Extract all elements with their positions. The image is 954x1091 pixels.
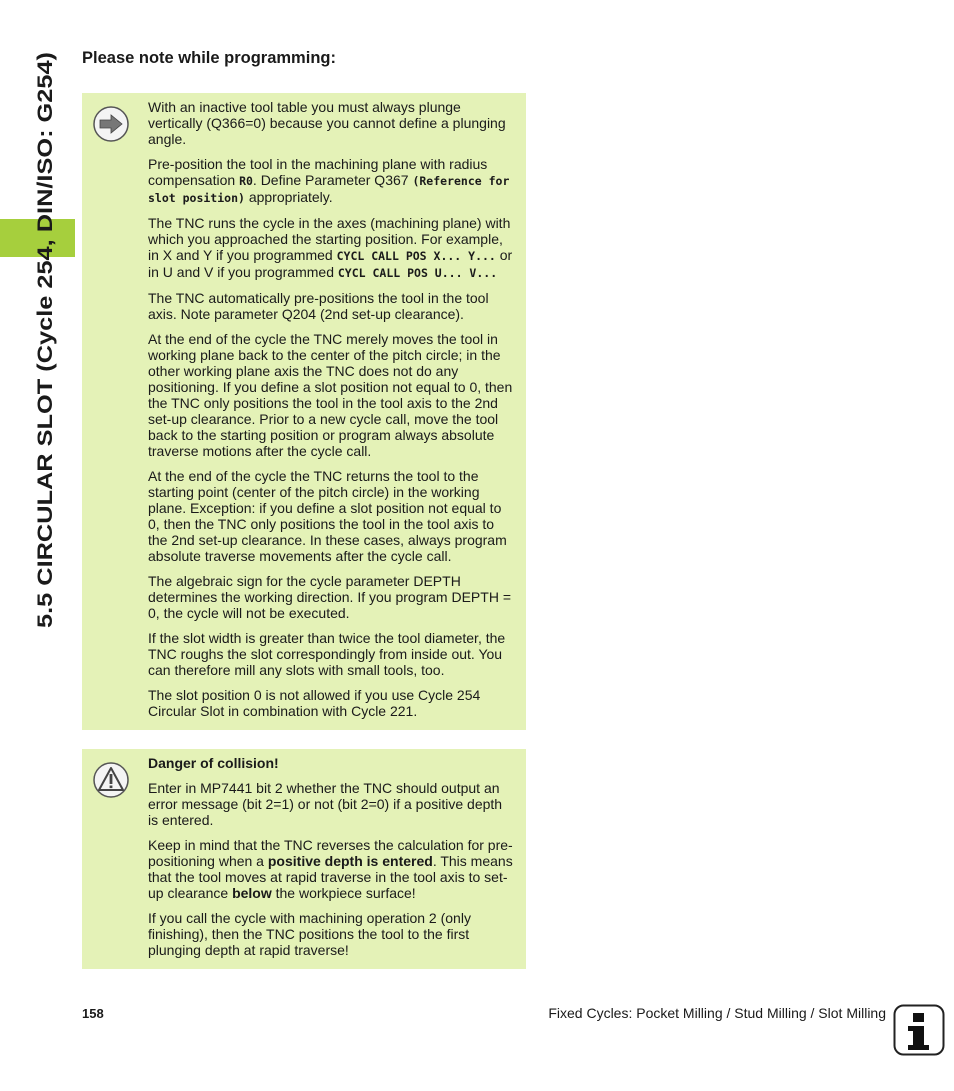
info-icon [893,1004,945,1056]
note-paragraph: The TNC runs the cycle in the axes (machining plane) with which you approached the starting position. For example, in X and Y if you programmed CYCL CALL POS X... Y... or in U and V if you programmed CYCL CALL POS U... V... [148,215,513,280]
warning-paragraph: Enter in MP7441 bit 2 whether the TNC should output an error message (bit 2=1) or not (bit 2=0) if a positive depth is entered. [148,780,503,828]
page-number: 158 [82,1006,104,1021]
warning-paragraph: Keep in mind that the TNC reverses the calculation for pre-positioning when a positive depth is entered. This means that the tool moves at rapid traverse in the tool axis to set-up clearance below the workpiece surface! [148,837,513,901]
chapter-side-title [22,50,62,630]
note-paragraph: At the end of the cycle the TNC returns the tool to the starting point (center of the pitch circle) in the working plane. Exception: if you define a slot position not equal to 0, then the TNC only positions the tool in the tool axis to the 2nd set-up clearance. In these cases, always program absolute traverse movements after the cycle call. [148,468,507,564]
warning-title: Danger of collision! [148,755,279,771]
chapter-title-text: 5.5 CIRCULAR SLOT (Cycle 254, DIN/ISO: G254) [33,139,57,628]
note-paragraph: The TNC automatically pre-positions the tool in the tool axis. Note parameter Q204 (2nd set-up clearance). [148,290,489,322]
warning-triangle-icon [92,761,130,799]
note-paragraph: The slot position 0 is not allowed if you use Cycle 254 Circular Slot in combination with Cycle 221. [148,687,481,719]
note-paragraph: With an inactive tool table you must always plunge vertically (Q366=0) because you cannot define a plunging angle. [148,99,506,147]
programming-notes-box [82,93,526,730]
book-title: Fixed Cycles: Pocket Milling / Stud Milling / Slot Milling [548,1005,886,1021]
note-paragraph: The algebraic sign for the cycle parameter DEPTH determines the working direction. If you program DEPTH = 0, the cycle will not be executed. [148,573,511,621]
note-paragraph: Pre-position the tool in the machining plane with radius compensation R0. Define Parameter Q367 (Reference for slot position) appropriately. [148,156,510,205]
warning-paragraph: If you call the cycle with machining operation 2 (only finishing), then the TNC positions the tool to the first plunging depth at rapid traverse! [148,910,471,958]
note-paragraph: At the end of the cycle the TNC merely moves the tool in working plane back to the center of the pitch circle; in the other working plane axis the TNC does not do any positioning. If you define a slot position not equal to 0, then the TNC only positions the tool in the tool axis to the 2nd set-up clearance. Prior to a new cycle call, move the tool back to the starting position or program always absolute traverse motions after the cycle call. [148,331,513,459]
collision-warning-box [82,749,526,969]
section-heading: Please note while programming: [82,49,336,67]
arrow-right-icon [92,105,130,143]
note-paragraph: If the slot width is greater than twice the tool diameter, the TNC roughs the slot correspondingly from inside out. You can therefore mill any slots with small tools, too. [148,630,506,678]
